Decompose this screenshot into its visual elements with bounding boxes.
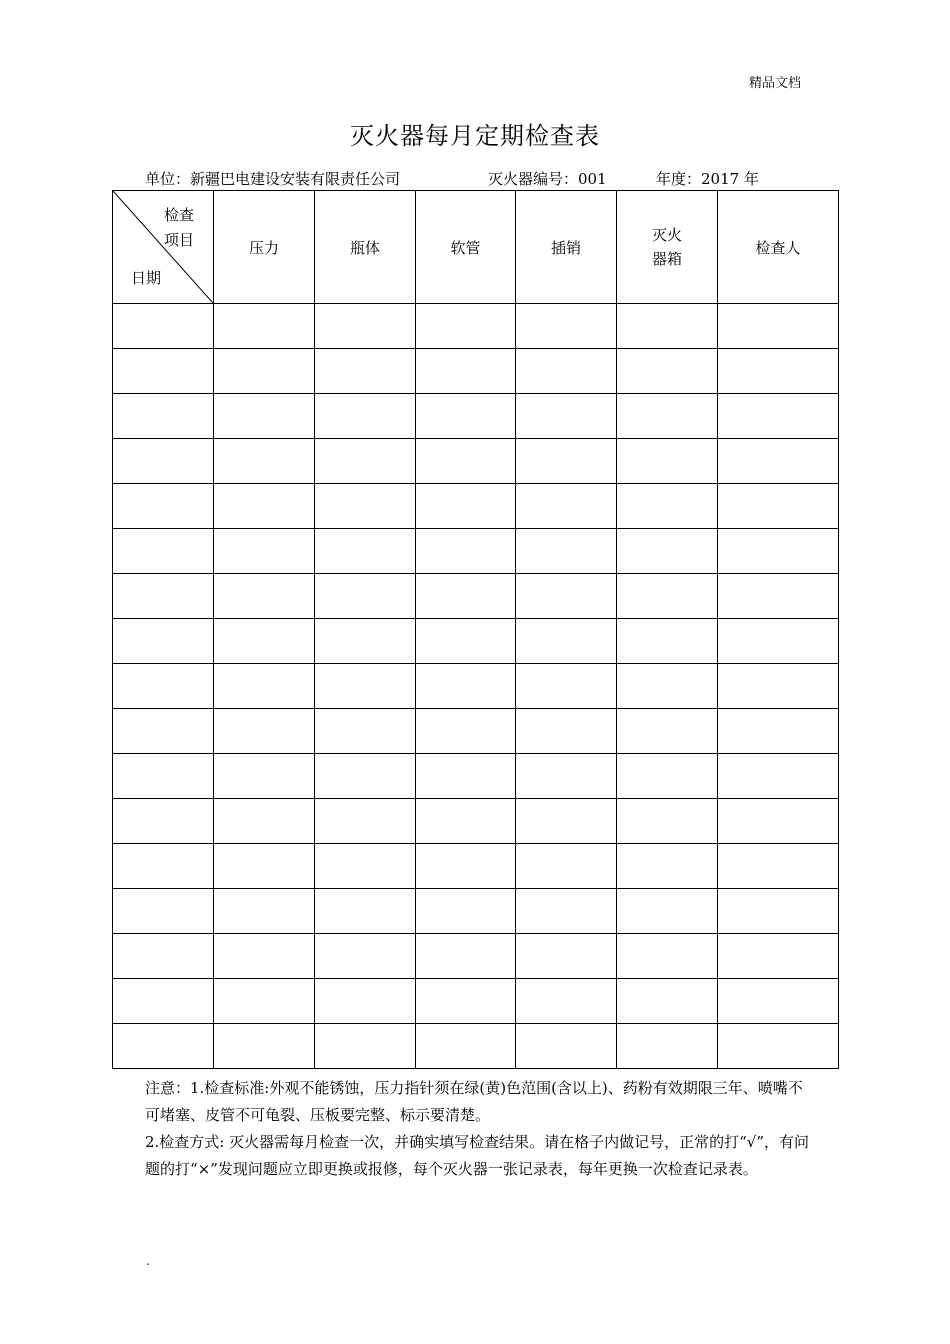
page-title: 灭火器每月定期检查表 <box>350 122 600 150</box>
check-cell[interactable] <box>315 529 416 574</box>
notes-section <box>145 1075 813 1183</box>
table-body <box>113 304 839 1069</box>
check-cell[interactable] <box>516 349 617 394</box>
table-row <box>113 979 839 1024</box>
check-cell[interactable] <box>617 529 718 574</box>
date-cell[interactable] <box>113 844 214 889</box>
check-item-label-line1: 检查 <box>163 206 194 224</box>
unit-label: 单位：新疆巴电建设安装有限责任公司 <box>145 170 401 188</box>
check-cell[interactable] <box>617 304 718 349</box>
table-row <box>113 844 839 889</box>
column-header-pressure: 压力 <box>214 191 315 304</box>
date-cell[interactable] <box>113 394 214 439</box>
check-cell[interactable] <box>516 439 617 484</box>
date-cell[interactable] <box>113 439 214 484</box>
check-cell[interactable] <box>315 304 416 349</box>
check-cell[interactable] <box>416 844 516 889</box>
check-cell[interactable] <box>416 709 516 754</box>
check-cell[interactable] <box>315 439 416 484</box>
column-header-cabinet-line1: 灭火 <box>651 226 682 244</box>
check-cell[interactable] <box>214 1024 315 1069</box>
check-cell[interactable] <box>416 349 516 394</box>
check-cell[interactable] <box>315 844 416 889</box>
check-cell[interactable] <box>617 574 718 619</box>
check-cell[interactable] <box>416 304 516 349</box>
check-cell[interactable] <box>416 574 516 619</box>
check-cell[interactable] <box>718 304 839 349</box>
check-item-label <box>159 203 199 253</box>
check-cell[interactable] <box>617 889 718 934</box>
check-cell[interactable] <box>718 439 839 484</box>
check-cell[interactable] <box>214 934 315 979</box>
date-cell[interactable] <box>113 709 214 754</box>
check-cell[interactable] <box>214 619 315 664</box>
table-row <box>113 709 839 754</box>
check-cell[interactable] <box>516 304 617 349</box>
check-cell[interactable] <box>214 979 315 1024</box>
check-cell[interactable] <box>718 529 839 574</box>
check-cell[interactable] <box>315 349 416 394</box>
check-cell[interactable] <box>516 889 617 934</box>
check-cell[interactable] <box>718 394 839 439</box>
check-cell[interactable] <box>214 349 315 394</box>
check-cell[interactable] <box>617 844 718 889</box>
table-row <box>113 664 839 709</box>
check-cell[interactable] <box>315 709 416 754</box>
table-row <box>113 799 839 844</box>
check-cell[interactable] <box>617 934 718 979</box>
check-cell[interactable] <box>416 439 516 484</box>
watermark-text: 精品文档 <box>749 76 802 91</box>
check-cell[interactable] <box>416 529 516 574</box>
date-cell[interactable] <box>113 484 214 529</box>
check-cell[interactable] <box>214 529 315 574</box>
diagonal-header-cell <box>113 191 214 304</box>
check-cell[interactable] <box>516 709 617 754</box>
check-cell[interactable] <box>214 394 315 439</box>
check-cell[interactable] <box>516 1024 617 1069</box>
date-cell[interactable] <box>113 574 214 619</box>
date-cell[interactable] <box>113 889 214 934</box>
date-cell[interactable] <box>113 304 214 349</box>
check-cell[interactable] <box>718 619 839 664</box>
table-row <box>113 619 839 664</box>
date-cell[interactable] <box>113 664 214 709</box>
check-cell[interactable] <box>718 349 839 394</box>
check-cell[interactable] <box>718 799 839 844</box>
check-cell[interactable] <box>315 574 416 619</box>
check-cell[interactable] <box>416 664 516 709</box>
check-cell[interactable] <box>416 394 516 439</box>
check-cell[interactable] <box>416 619 516 664</box>
note-inspection-standard: 注意：1.检查标准:外观不能锈蚀，压力指针须在绿(黄)色范围(含以上)、药粉有效期限三年、喷嘴不可堵塞、皮管不可龟裂、压板要完整、标示要清楚。 <box>145 1079 803 1124</box>
date-label: 日期 <box>131 269 162 287</box>
check-cell[interactable] <box>315 754 416 799</box>
check-cell[interactable] <box>516 799 617 844</box>
table-row <box>113 889 839 934</box>
table-header-row <box>113 191 839 304</box>
check-cell[interactable] <box>416 754 516 799</box>
check-cell[interactable] <box>315 664 416 709</box>
check-cell[interactable] <box>214 664 315 709</box>
check-cell[interactable] <box>617 484 718 529</box>
check-cell[interactable] <box>315 799 416 844</box>
check-cell[interactable] <box>416 1024 516 1069</box>
date-cell[interactable] <box>113 1024 214 1069</box>
check-cell[interactable] <box>516 619 617 664</box>
check-cell[interactable] <box>617 619 718 664</box>
check-cell[interactable] <box>315 889 416 934</box>
table-row <box>113 304 839 349</box>
check-cell[interactable] <box>617 394 718 439</box>
extinguisher-number-label: 灭火器编号：001 <box>488 170 607 188</box>
check-cell[interactable] <box>315 484 416 529</box>
check-cell[interactable] <box>214 889 315 934</box>
check-cell[interactable] <box>718 709 839 754</box>
table-row <box>113 574 839 619</box>
table-row <box>113 754 839 799</box>
check-cell[interactable] <box>416 484 516 529</box>
check-cell[interactable] <box>315 979 416 1024</box>
check-cell[interactable] <box>416 799 516 844</box>
check-cell[interactable] <box>718 889 839 934</box>
check-cell[interactable] <box>617 709 718 754</box>
check-cell[interactable] <box>214 484 315 529</box>
check-cell[interactable] <box>214 304 315 349</box>
check-cell[interactable] <box>617 754 718 799</box>
check-cell[interactable] <box>214 709 315 754</box>
check-cell[interactable] <box>315 394 416 439</box>
check-cell[interactable] <box>718 664 839 709</box>
column-header-cylinder: 瓶体 <box>315 191 416 304</box>
check-cell[interactable] <box>516 529 617 574</box>
column-header-hose: 软管 <box>416 191 516 304</box>
table-row <box>113 349 839 394</box>
date-cell[interactable] <box>113 754 214 799</box>
check-cell[interactable] <box>718 844 839 889</box>
column-header-cabinet <box>617 191 718 304</box>
check-cell[interactable] <box>516 844 617 889</box>
column-header-cabinet-line2: 器箱 <box>651 250 682 268</box>
date-cell[interactable] <box>113 934 214 979</box>
check-cell[interactable] <box>214 439 315 484</box>
check-cell[interactable] <box>516 394 617 439</box>
check-cell[interactable] <box>718 1024 839 1069</box>
check-cell[interactable] <box>617 1024 718 1069</box>
date-cell[interactable] <box>113 349 214 394</box>
check-cell[interactable] <box>416 889 516 934</box>
check-cell[interactable] <box>214 574 315 619</box>
table-row <box>113 439 839 484</box>
date-cell[interactable] <box>113 979 214 1024</box>
table-row <box>113 1024 839 1069</box>
check-cell[interactable] <box>617 349 718 394</box>
check-cell[interactable] <box>718 574 839 619</box>
table-row <box>113 394 839 439</box>
check-cell[interactable] <box>416 934 516 979</box>
inspection-table <box>112 190 839 1069</box>
check-cell[interactable] <box>516 934 617 979</box>
check-item-label-line2: 项目 <box>163 231 194 249</box>
check-cell[interactable] <box>718 934 839 979</box>
check-cell[interactable] <box>315 934 416 979</box>
check-cell[interactable] <box>315 619 416 664</box>
date-cell[interactable] <box>113 619 214 664</box>
check-cell[interactable] <box>718 754 839 799</box>
column-header-inspector: 检查人 <box>718 191 839 304</box>
check-cell[interactable] <box>416 979 516 1024</box>
check-cell[interactable] <box>214 754 315 799</box>
table-row <box>113 484 839 529</box>
date-cell[interactable] <box>113 529 214 574</box>
check-cell[interactable] <box>516 664 617 709</box>
check-cell[interactable] <box>617 664 718 709</box>
footer-mark: . <box>146 1254 150 1268</box>
check-cell[interactable] <box>214 799 315 844</box>
note-inspection-method: 2.检查方式: 灭火器需每月检查一次，并确实填写检查结果。请在格子内做记号，正常的打“√”，有问题的打“×”发现问题应立即更换或报修，每个灭火器一张记录表，每年更换一次检查记录表。 <box>145 1133 810 1178</box>
check-cell[interactable] <box>516 574 617 619</box>
table-row <box>113 934 839 979</box>
check-cell[interactable] <box>617 439 718 484</box>
check-cell[interactable] <box>617 799 718 844</box>
date-cell[interactable] <box>113 799 214 844</box>
check-cell[interactable] <box>315 1024 416 1069</box>
check-cell[interactable] <box>214 844 315 889</box>
check-cell[interactable] <box>516 979 617 1024</box>
check-cell[interactable] <box>516 484 617 529</box>
column-header-pin: 插销 <box>516 191 617 304</box>
check-cell[interactable] <box>516 754 617 799</box>
check-cell[interactable] <box>617 979 718 1024</box>
year-label: 年度：2017 年 <box>656 170 759 188</box>
table-row <box>113 529 839 574</box>
check-cell[interactable] <box>718 484 839 529</box>
check-cell[interactable] <box>718 979 839 1024</box>
